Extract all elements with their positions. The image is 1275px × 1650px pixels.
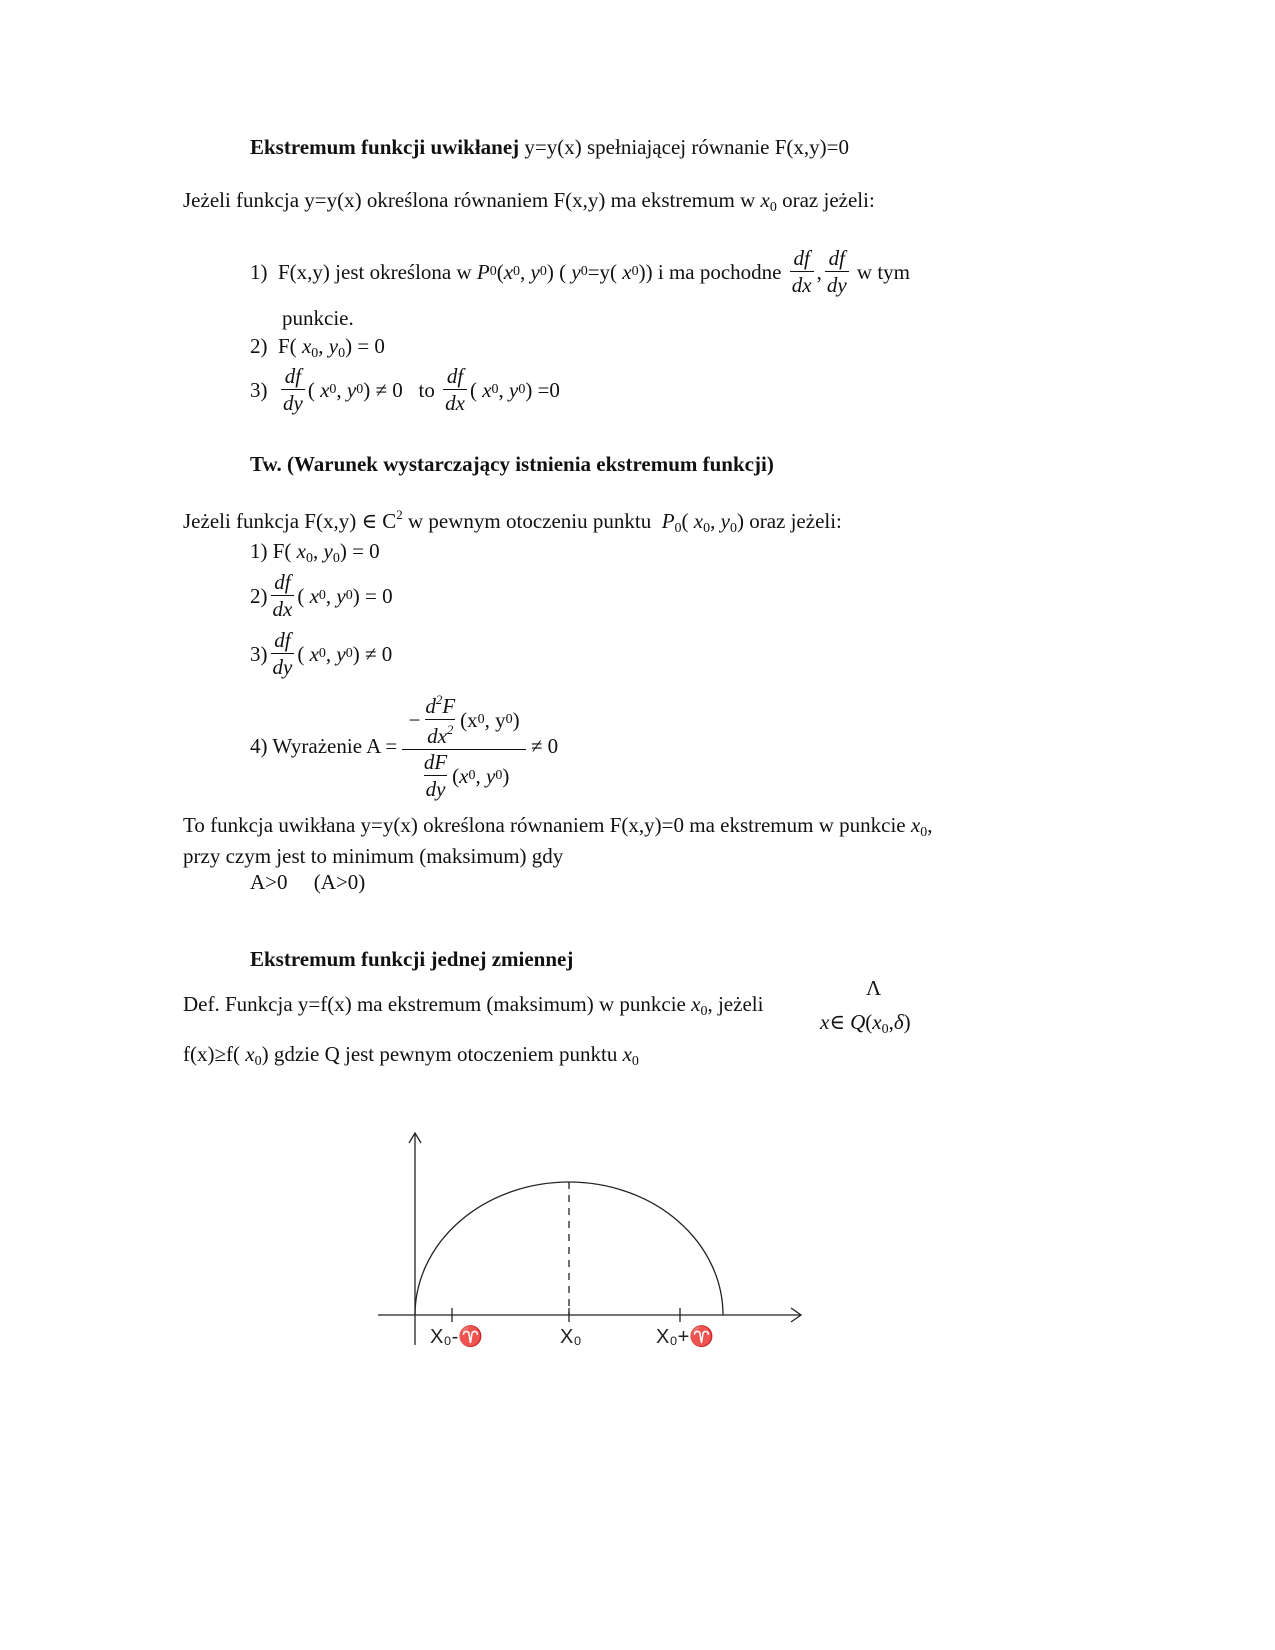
theorem-item-4: 4) Wyrażenie A = − $\frac{d^2F}{dx^2}$ (x 0 , y 0 ) $\frac{dF}{dy}$ ( x 0 , y 0 ) ≠ 0 [250, 692, 559, 801]
definition-line-2: f(x)≥f( $x_0$) gdzie Q jest pewnym otoczeniem punktu $x_0$ [183, 1042, 639, 1069]
section2-title: Tw. (Warunek wystarczający istnienia ekstremum funkcji) [250, 452, 774, 476]
quantifier-domain: x∈ $Q(x_0,\delta)$ [820, 1010, 911, 1037]
theorem-item-3: 3) $\frac{df}{dy}$ ( x 0 , y 0 ) ≠ 0 [250, 628, 393, 679]
label-x0-minus-delta: X₀-♈ [430, 1326, 484, 1348]
fraction-df-dx: $\frac{df}{dx}$ [445, 364, 465, 415]
fraction-df-dy: $\frac{df}{dy}$ [826, 246, 847, 297]
label-x0: X₀ [560, 1326, 582, 1348]
condition-1-cont: punkcie. [282, 306, 354, 330]
fraction-df-dx: $\frac{df}{dx}$ [791, 246, 812, 297]
theorem-item-1: 1) F( $x_0$, $y_0) = 0$ [250, 539, 380, 566]
quantifier-symbol: Λ [866, 976, 882, 1000]
fraction-df-dy: $\frac{df}{dy}$ [283, 364, 303, 415]
label-x0-plus-delta: X₀+♈ [656, 1326, 715, 1348]
theorem-item-2: 2) $\frac{df}{dx}$ ( x 0 , y 0 ) = 0 [250, 570, 393, 621]
condition-1: 1) F(x,y) jest określona w P 0 ( x 0 , y 0 ) ( y 0 =y( x 0 )) i ma pochodne $\frac{df}{dx}$ , $\frac{df}{dy}$ w tym [250, 246, 911, 297]
condition-2: 2) F( $x_0$, $y_0) = 0$ [250, 334, 385, 361]
definition-line-1: Def. Funkcja y=f(x) ma ekstremum (maksimum) w punkcie $x_0$, jeżeli [183, 992, 764, 1019]
section1-title-rest: y=y(x) spełniającej równanie F(x,y)=0 [519, 135, 849, 159]
section1-intro: Jeżeli funkcja y=y(x) określona równaniem F(x,y) ma ekstremum w $x_0$ oraz jeżeli: [183, 188, 875, 215]
conclusion-line-3: A>0 (A>0) [250, 870, 366, 894]
condition-3: 3) $\frac{df}{dy}$ ( x 0 , y 0 ) ≠ 0 to $\frac{df}{dx}$ ( x 0 , y 0 ) =0 [250, 364, 560, 415]
section2-intro: Jeżeli funkcja F(x,y) ∈ $C^2$ w pewnym otoczeniu punktu $P_0$( $x_0$, $y_0$) oraz jeżeli: [183, 507, 842, 536]
section3-title: Ekstremum funkcji jednej zmiennej [250, 947, 574, 971]
conclusion-line-2: przy czym jest to minimum (maksimum) gdy [183, 844, 564, 868]
expression-A: − $\frac{d^2F}{dx^2}$ (x 0 , y 0 ) $\frac{dF}{dy}$ ( x 0 , y 0 ) [402, 693, 525, 800]
conclusion-line-1: To funkcja uwikłana y=y(x) określona równaniem F(x,y)=0 ma ekstremum w punkcie $x_0$, [183, 813, 933, 840]
section1-title-bold: Ekstremum funkcji uwikłanej [250, 135, 520, 159]
